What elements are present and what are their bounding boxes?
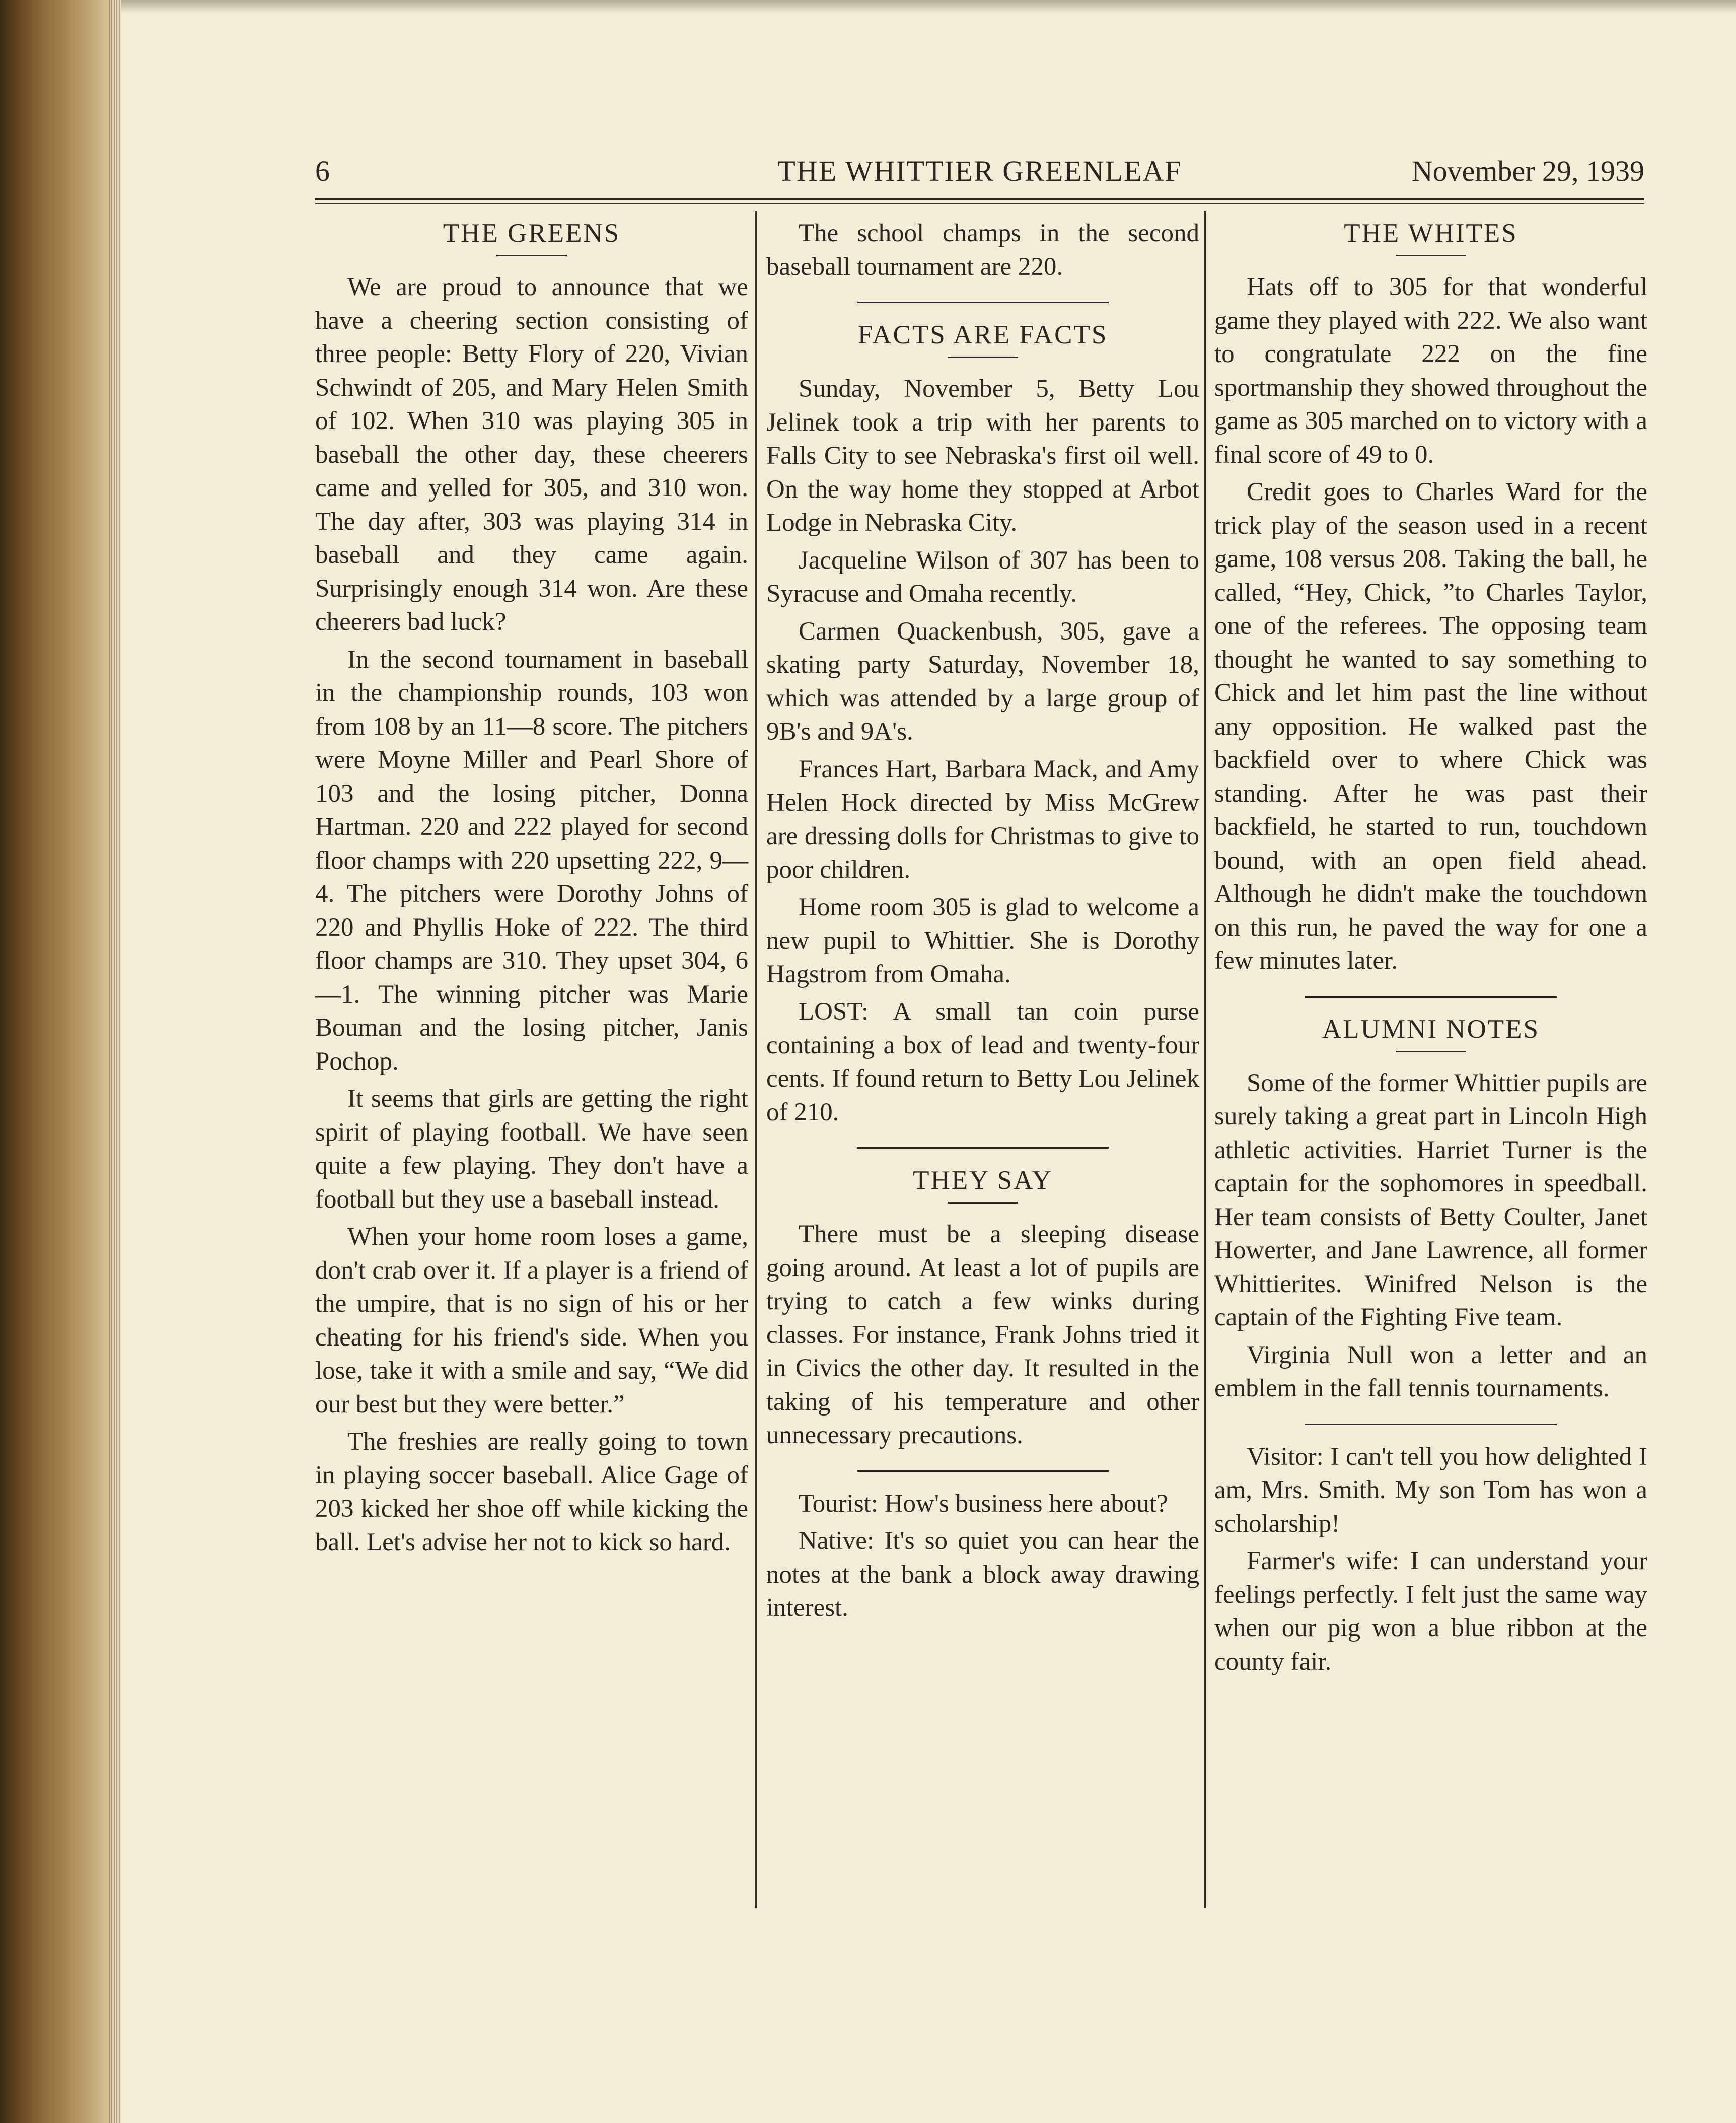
- page-header: [315, 151, 1644, 191]
- section-rule: [857, 1470, 1109, 1472]
- issue-date: November 29, 1939: [1411, 155, 1644, 187]
- joke-line: Farmer's wife: I can understand your feelings perfectly. I felt just the same way when our pig won a blue ribbon at the county fair.: [1214, 1547, 1647, 1676]
- column-divider: [1204, 211, 1206, 1908]
- article-paragraph: LOST: A small tan coin purse containing a box of lead and twenty-four cents. If found return to Betty Lou Jelinek of 210.: [766, 998, 1199, 1126]
- section-rule: [857, 1147, 1109, 1149]
- article-paragraph: Virginia Null won a letter and an emblem in the fall tennis tournaments.: [1214, 1340, 1647, 1402]
- column-divider: [755, 211, 757, 1908]
- header-rule: [315, 198, 1644, 204]
- section-rule: [1305, 1424, 1557, 1425]
- heading-rule: [496, 255, 567, 256]
- article-paragraph: Carmen Quackenbush, 305, gave a skating party Saturday, November 18, which was attended by a large group of 9B's and 9A's.: [766, 617, 1199, 746]
- column-middle: [766, 217, 1199, 1629]
- article-paragraph: The freshies are really going to town in playing soccer baseball. Alice Gage of 203 kicked her shoe off while kicking the ball. Let's advise her not to kick so hard.: [315, 1428, 748, 1556]
- heading-rule: [948, 1202, 1018, 1204]
- section-heading-greens: THE GREENS: [443, 219, 621, 248]
- article-paragraph: There must be a sleeping disease going around. At least a lot of pupils are trying to catch a few winks during classes. For instance, Frank Johns tried it in Civics the other day. It resulted in the taking of his temperature and other unnecessary precautions.: [766, 1220, 1199, 1449]
- section-rule: [1305, 996, 1557, 998]
- section-heading-they-say: THEY SAY: [913, 1166, 1053, 1195]
- newspaper-title: THE WHITTIER GREENLEAF: [777, 155, 1182, 187]
- section-heading-whites: THE WHITES: [1344, 219, 1518, 248]
- section-heading-alumni: ALUMNI NOTES: [1322, 1014, 1540, 1044]
- book-binding: [0, 0, 121, 2123]
- article-paragraph: Credit goes to Charles Ward for the trick play of the season used in a recent game, 108 versus 208. Taking the ball, he called, “Hey, Chick, ”to Charles Taylor, one of the referees. The opposing team thought he wanted to say something to Chick and let him past the line without any opposition. He walked past the backfield over to where Chick was standing. After he was past their backfield, he started to run, touchdown bound, with an open field ahead. Although he didn't make the touchdown on this run, he paved the way for one a few minutes later.: [1214, 478, 1647, 975]
- heading-rule: [948, 357, 1018, 358]
- column-greens: [315, 217, 748, 1563]
- article-paragraph: Home room 305 is glad to welcome a new pupil to Whittier. She is Dorothy Hagstrom from Omaha.: [766, 893, 1199, 988]
- article-paragraph: Frances Hart, Barbara Mack, and Amy Helen Hock directed by Miss McGrew are dressing dolls for Christmas to give to poor children.: [766, 755, 1199, 884]
- article-paragraph: The school champs in the second baseball tournament are 220.: [766, 219, 1199, 281]
- article-paragraph: Some of the former Whittier pupils are surely taking a great part in Lincoln High athletic activities. Harriet Turner is the captain for the sophomores in speedball. Her team consists of Betty Coulter, Janet Howerter, and Jane Lawrence, all former Whittierites. Winifred Nelson is the captain of the Fighting Five team.: [1214, 1069, 1647, 1331]
- column-whites: [1214, 217, 1647, 1682]
- joke-line: Native: It's so quiet you can hear the notes at the bank a block away drawing interest.: [766, 1527, 1199, 1622]
- joke-line: Tourist: How's business here about?: [799, 1489, 1168, 1518]
- heading-rule: [1396, 1051, 1466, 1052]
- page-shadow: [121, 0, 1736, 13]
- article-paragraph: Hats off to 305 for that wonderful game they played with 222. We also want to congratulate 222 on the fine sportmanship they showed throughout the game as 305 marched on to victory with a final score of 49 to 0.: [1214, 273, 1647, 469]
- article-paragraph: In the second tournament in baseball in the championship rounds, 103 won from 108 by an 11—8 score. The pitchers were Moyne Miller and Pearl Shore of 103 and the losing pitcher, Donna Hartman. 220 and 222 played for second floor champs with 220 upsetting 222, 9—4. The pitchers were Dorothy Johns of 220 and Phyllis Hoke of 222. The third floor champs are 310. They upset 304, 6—1. The winning pitcher was Marie Bouman and the losing pitcher, Janis Pochop.: [315, 645, 748, 1076]
- joke-line: Visitor: I can't tell you how delighted I am, Mrs. Smith. My son Tom has won a scholarship!: [1214, 1442, 1647, 1538]
- section-heading-facts: FACTS ARE FACTS: [857, 320, 1108, 349]
- page-number: 6: [315, 155, 330, 187]
- article-paragraph: When your home room loses a game, don't crab over it. If a player is a friend of the umpire, that is no sign of his or her cheating for his friend's side. When you lose, take it with a smile and say, “We did our best but they were better.”: [315, 1223, 748, 1419]
- section-rule: [857, 302, 1109, 303]
- article-paragraph: Sunday, November 5, Betty Lou Jelinek took a trip with her parents to Falls City to see Nebraska's first oil well. On the way home they stopped at Arbot Lodge in Nebraska City.: [766, 375, 1199, 537]
- article-paragraph: Jacqueline Wilson of 307 has been to Syracuse and Omaha recently.: [766, 546, 1199, 608]
- heading-rule: [1396, 255, 1466, 256]
- article-paragraph: We are proud to announce that we have a cheering section consisting of three people: Betty Flory of 220, Vivian Schwindt of 205, and Mary Helen Smith of 102. When 310 was playing 305 in baseball the other day, these cheerers came and yelled for 305, and 310 won. The day after, 303 was playing 314 in baseball and they came again. Surprisingly enough 314 won. Are these cheerers bad luck?: [315, 273, 748, 636]
- article-paragraph: It seems that girls are getting the right spirit of playing football. We have seen quite a few playing. They don't have a football but they use a baseball instead.: [315, 1085, 748, 1214]
